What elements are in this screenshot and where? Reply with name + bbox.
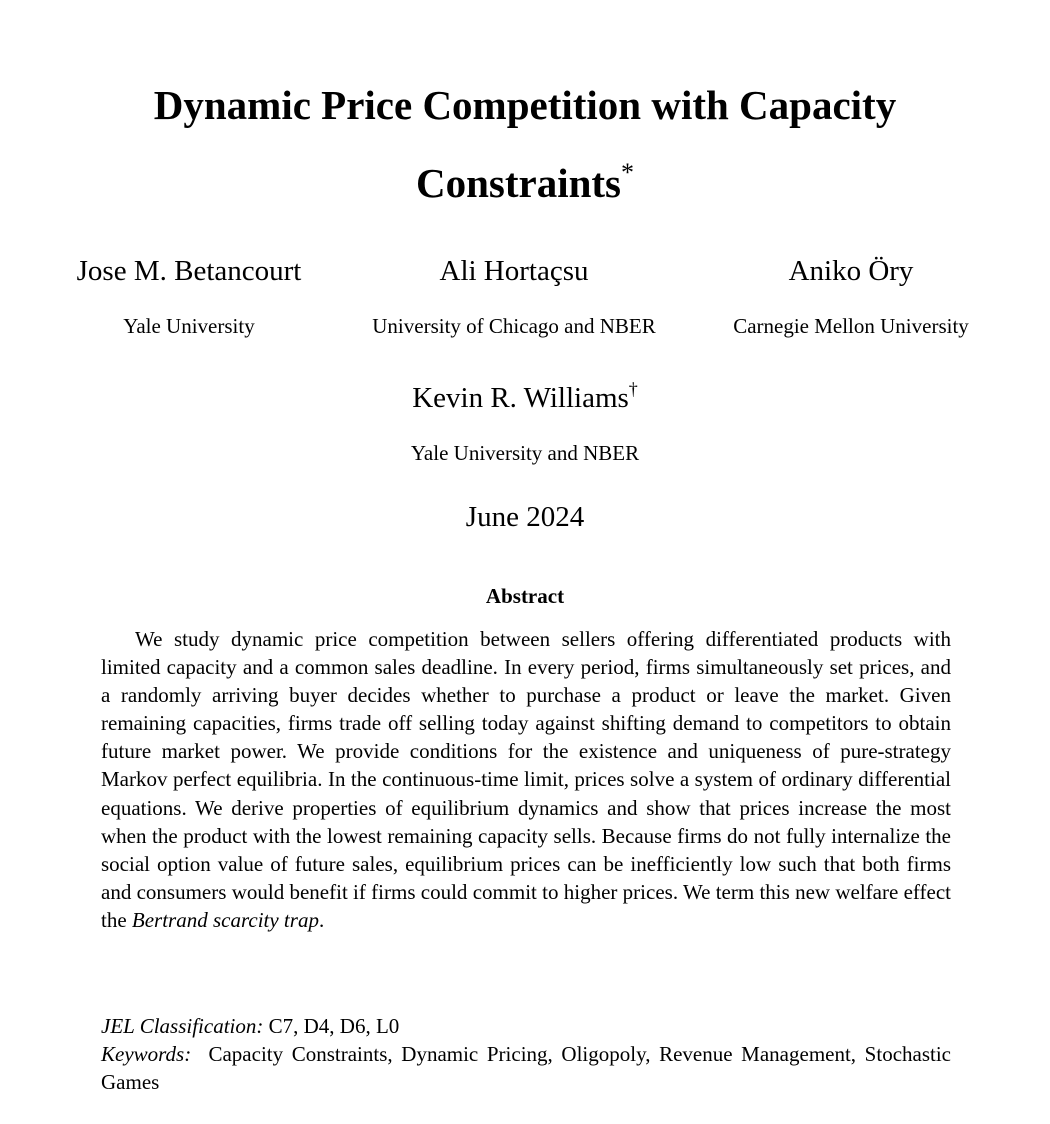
- author-affiliation: Yale University: [123, 314, 255, 338]
- jel-label: JEL Classification:: [101, 1014, 264, 1038]
- author-block-3: [701, 254, 1001, 339]
- abstract-body: [101, 625, 951, 934]
- author-affiliation: University of Chicago and NBER: [372, 314, 656, 338]
- author-block-4: [325, 381, 725, 466]
- keywords-label: Keywords:: [101, 1042, 192, 1066]
- abstract-heading: Abstract: [485, 584, 565, 608]
- author-name: Aniko Öry: [788, 255, 914, 287]
- author-name: Kevin R. Williams: [412, 382, 629, 414]
- author-block-1: [39, 254, 339, 339]
- author-footnote-mark[interactable]: †: [628, 379, 638, 399]
- paper-date: June 2024: [465, 501, 585, 533]
- paper-title: [100, 66, 950, 222]
- keywords: [101, 1040, 951, 1096]
- paper-title-text: Dynamic Price Competition with Capacity Constraints: [153, 82, 897, 206]
- author-block-2: [339, 254, 689, 339]
- abstract-emphasis: Bertrand scarcity trap: [131, 907, 319, 932]
- author-affiliation: Yale University and NBER: [410, 441, 640, 465]
- author-name: Ali Hortaçsu: [439, 255, 589, 287]
- author-name: Jose M. Betancourt: [76, 255, 302, 287]
- author-affiliation: Carnegie Mellon University: [733, 314, 969, 338]
- abstract-text: We study dynamic price competition between sellers offering differentiated products with limited capacity and a common sales deadline. In every period, firms simultaneously set prices, and a randomly arriving buyer decides whether to purchase a product or leave the market. Given remaining capacities, firms trade off selling today against shifting demand to competitors to obtain future market power. We provide conditions for the existence and uniqueness of pure-strategy Markov perfect equilibria. In the continuous-time limit, prices solve a system of ordinary differential equations. We derive properties of equilibrium dynamics and show that prices increase the most when the product with the lowest remaining capacity sells. Because firms do not fully internalize the social option value of future sales, equilibrium prices can be inefficiently low such that both firms and consumers would benefit if firms could commit to higher prices. We term this new welfare effect the: [101, 627, 951, 932]
- abstract-text-end: .: [318, 907, 325, 932]
- keywords-value: Capacity Constraints, Dynamic Pricing, Oligopoly, Revenue Management, Stochastic Games: [101, 1042, 951, 1094]
- jel-classification: [101, 1012, 951, 1040]
- author-name-with-mark: [325, 381, 725, 415]
- jel-value: C7, D4, D6, L0: [268, 1014, 400, 1038]
- title-footnote-mark[interactable]: *: [621, 158, 635, 187]
